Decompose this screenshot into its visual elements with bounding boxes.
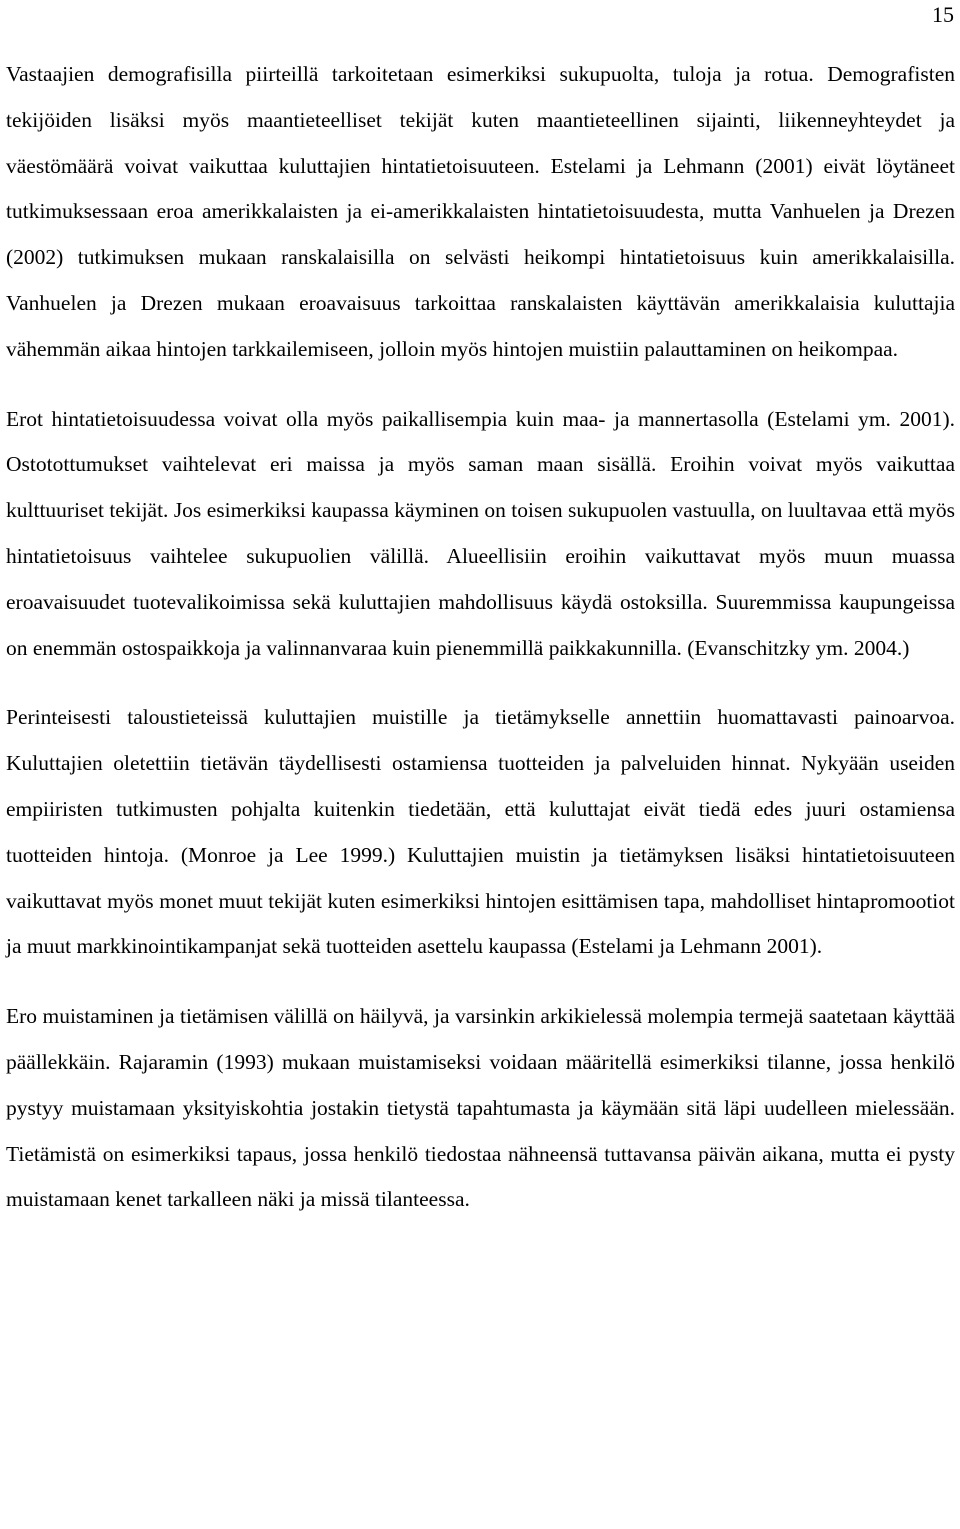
paragraph-demographics: Vastaajien demografisilla piirteillä tarkoitetaan esimerkiksi sukupuolta, tuloja ja rotua. Demografisten tekijöiden lisäksi myös maantieteelliset tekijät kuten maantieteellinen sijainti, liikenneyhteydet ja väestömäärä voivat vaikuttaa kuluttajien hintatietoisuuteen. Estelami ja Lehmann (2001) eivät löytäneet tutkimuksessaan eroa amerikkalaisten ja ei-amerikkalaisten hintatietoisuudesta, mutta Vanhuelen ja Drezen (2002) tutkimuksen mukaan ranskalaisilla on selvästi heikompi hintatietoisuus kuin amerikkalaisilla. Vanhuelen ja Drezen mukaan eroavaisuus tarkoittaa ranskalaisten käyttävän amerikkalaisia kuluttajia vähemmän aikaa hintojen tarkkailemiseen, jolloin myös hintojen muistiin palauttaminen on heikompaa. — [6, 62, 955, 361]
paragraph-remembering-vs-knowing: Ero muistaminen ja tietämisen välillä on häilyvä, ja varsinkin arkikielessä molempia termejä saatetaan käyttää päällekkäin. Rajaramin (1993) mukaan muistamiseksi voidaan määritellä esimerkiksi tilanne, jossa henkilö pystyy muistamaan yksityiskohtia jostakin tietystä tapahtumasta ja käymään sitä läpi uudelleen mielessään. Tietämistä on esimerkiksi tapaus, jossa henkilö tiedostaa nähneensä tuttavansa päivän aikana, mutta ei pysty muistamaan kenet tarkalleen näki ja missä tilanteessa. — [6, 1004, 955, 1212]
page-number: 15 — [932, 2, 954, 27]
paragraph-regional-differences: Erot hintatietoisuudessa voivat olla myös paikallisempia kuin maa- ja mannertasolla (Estelami ym. 2001). Ostotottumukset vaihtelevat eri maissa ja myös saman maan sisällä. Eroihin voivat myös vaikuttaa kulttuuriset tekijät. Jos esimerkiksi kaupassa käyminen on toisen sukupuolen vastuulla, on luultavaa että myös hintatietoisuus vaihtelee sukupuolien välillä. Alueellisiin eroihin vaikuttavat myös muun muassa eroavaisuudet tuotevalikoimissa sekä kuluttajien mahdollisuus käydä ostoksilla. Suuremmissa kaupungeissa on enemmän ostospaikkoja ja valinnanvaraa kuin pienemmillä paikkakunnilla. (Evanschitzky ym. 2004.) — [6, 406, 955, 660]
document-body — [6, 52, 955, 1223]
paragraph-memory-and-knowledge: Perinteisesti taloustieteissä kuluttajien muistille ja tietämykselle annettiin huomattavasti painoarvoa. Kuluttajien oletettiin tietävän täydellisesti ostamiensa tuotteiden ja palveluiden hinnat. Nykyään useiden empiiristen tutkimusten pohjalta kuitenkin tiedetään, että kuluttajat eivät tiedä edes juuri ostamiensa tuotteiden hintoja. (Monroe ja Lee 1999.) Kuluttajien muistin ja tietämyksen lisäksi hintatietoisuuteen vaikuttavat myös monet muut tekijät kuten esimerkiksi hintojen esittämisen tapa, mahdolliset hintapromootiot ja muut markkinointikampanjat sekä tuotteiden asettelu kaupassa (Estelami ja Lehmann 2001). — [6, 705, 955, 959]
